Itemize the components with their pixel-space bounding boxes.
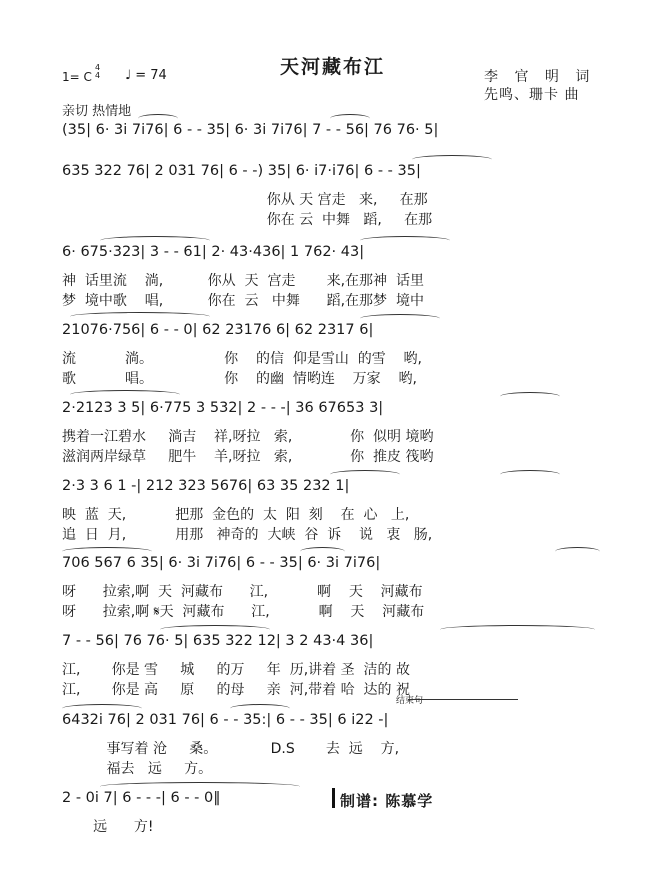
- slur-arc: [138, 114, 178, 123]
- lyric-line-1: 携着一江碧水 淌吉 祥,呀拉 索, 你 似明 境哟: [62, 429, 434, 445]
- slur-arc: [62, 704, 142, 713]
- lyric-line-2: 歌 唱。 你 的幽 情哟连 万家 哟,: [62, 371, 417, 387]
- lyric-line-1: 映 蓝 天, 把那 金色的 太 阳 刻 在 心 上,: [62, 507, 410, 523]
- slur-arc: [330, 114, 370, 123]
- notes-line: 706 567 6 35| 6· 3i 7i76| 6 - - 35| 6· 3i 7i76|: [62, 555, 381, 571]
- lyric-line-1: 远 方!: [62, 819, 154, 835]
- end-phrase-label: 结束句: [396, 696, 424, 706]
- time-signature-top: 4: [95, 63, 101, 72]
- lyricist-credit: 李 官 明 词: [484, 69, 596, 85]
- slur-arc: [360, 314, 440, 323]
- expression-marking: 亲切 热情地: [62, 104, 132, 119]
- lyric-line-2: 梦 境中歌 唱, 你在 云 中舞 蹈,在那梦 境中: [62, 293, 424, 309]
- slur-arc: [230, 704, 290, 713]
- slur-arc: [70, 390, 180, 399]
- lyric-line-1: 你从 天 宫走 来, 在那: [62, 192, 428, 208]
- lyric-line-2: 追 日 月, 用那 神奇的 大峡 谷 诉 说 衷 肠,: [62, 527, 433, 543]
- notes-line: 2·3 3 6 1 -| 212 323 5676| 63 35 232 1|: [62, 478, 350, 494]
- slur-arc: [360, 236, 450, 245]
- slur-arc: [70, 312, 210, 321]
- slur-arc: [440, 625, 595, 634]
- slur-arc: [300, 547, 345, 556]
- lyric-line-2: 福去 远 方。: [62, 761, 213, 777]
- time-signature-bottom: 4: [95, 71, 101, 80]
- composer-credit: 先鸣、珊卡 曲: [484, 87, 580, 103]
- tempo-marking: ♩ = 74: [125, 68, 167, 83]
- song-title: 天河藏布江: [279, 56, 385, 78]
- lyric-line-1: 江, 你是 雪 城 的万 年 历,讲着 圣 洁的 故: [62, 662, 410, 678]
- notes-line: 6432i 76| 2 031 76| 6 - - 35:| 6 - - 35| 6 i22 -|: [62, 712, 389, 728]
- transcriber-credit: 制谱: 陈慕学: [340, 792, 434, 810]
- lyric-line-1: 神 话里流 淌, 你从 天 宫走 来,在那神 话里: [62, 273, 424, 289]
- key-signature: 1= C: [62, 70, 92, 84]
- notes-line: 6· 675·323| 3 - - 61| 2· 43·436| 1 762· 43|: [62, 244, 365, 260]
- notes-line: 2 - 0i 7| 6 - - -| 6 - - 0‖: [62, 790, 221, 806]
- lyric-line-1: 呀 拉索,啊 天 河藏布 江, 啊 天 河藏布: [62, 584, 423, 600]
- slur-arc: [412, 155, 492, 164]
- notes-line: 21076·756| 6 - - 0| 62 23176 6| 62 2317 6|: [62, 322, 374, 338]
- lyric-line-2: 呀 拉索,啊 𝄋天 河藏布 江, 啊 天 河藏布: [62, 604, 425, 620]
- lyric-line-2: 你在 云 中舞 蹈, 在那: [62, 212, 433, 228]
- slur-arc: [62, 547, 152, 556]
- notes-line: 7 - - 56| 76 76· 5| 635 322 12| 3 2 43·4 36|: [62, 633, 374, 649]
- lyric-line-1: 事写着 沧 桑。 D.S 去 远 方,: [62, 741, 400, 757]
- lyric-line-2: 江, 你是 高 原 的母 亲 河,带着 哈 达的 祝: [62, 682, 410, 698]
- time-signature: [95, 64, 100, 80]
- slur-arc: [100, 782, 300, 791]
- slur-arc: [500, 392, 560, 401]
- notes-line: 2·2123 3 5| 6·775 3 532| 2 - - -| 36 67653 3|: [62, 400, 384, 416]
- slur-arc: [500, 470, 560, 479]
- slur-arc: [160, 625, 270, 634]
- lyric-line-2: 滋润两岸绿草 肥牛 羊,呀拉 索, 你 推皮 筏哟: [62, 449, 434, 465]
- slur-arc: [100, 236, 210, 245]
- slur-arc: [555, 547, 600, 556]
- notes-line: (35| 6· 3i 7i76| 6 - - 35| 6· 3i 7i76| 7 - - 56| 76 76· 5|: [62, 122, 439, 138]
- notes-line: 635 322 76| 2 031 76| 6 - -) 35| 6· i7·i76| 6 - - 35|: [62, 163, 421, 179]
- lyric-line-1: 流 淌。 你 的信 仰是雪山 的雪 哟,: [62, 351, 423, 367]
- slur-arc: [330, 470, 400, 479]
- end-phrase-bracket: [408, 699, 518, 700]
- final-barline: [332, 788, 335, 808]
